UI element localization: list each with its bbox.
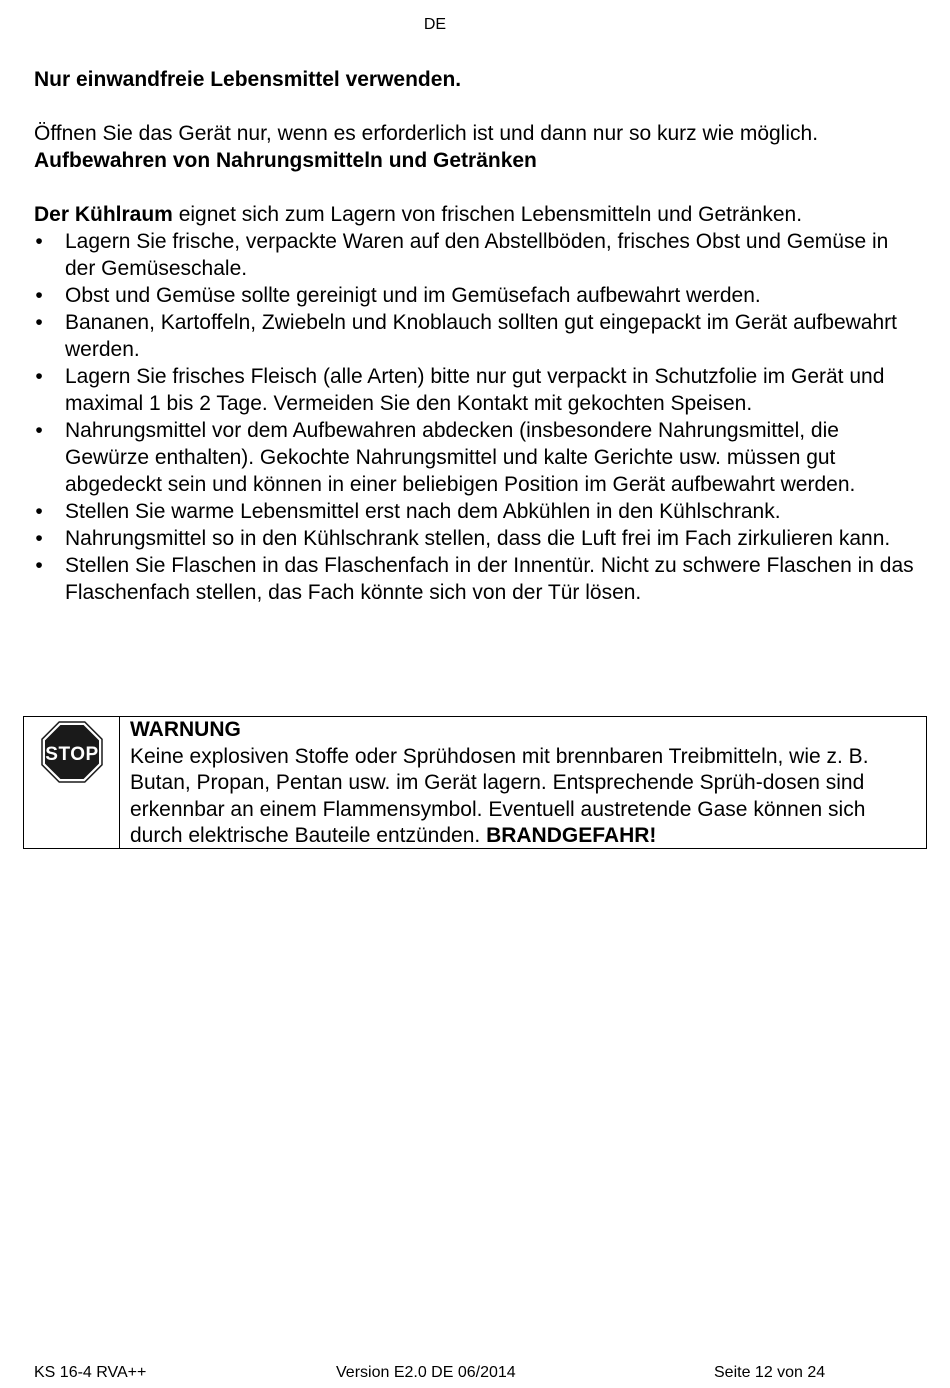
- bullet-icon: •: [35, 500, 43, 523]
- fridge-term: Der Kühlraum: [34, 203, 173, 226]
- warning-emphasis: BRANDGEFAHR!: [486, 824, 657, 847]
- list-item-text: Nahrungsmittel so in den Kühlschrank stellen, dass die Luft frei im Fach zirkulieren kann.: [65, 527, 891, 550]
- door-tip: Öffnen Sie das Gerät nur, wenn es erforderlich ist und dann nur so kurz wie möglich.: [34, 122, 819, 145]
- spacer: [34, 174, 924, 201]
- main-content: [34, 66, 924, 606]
- list-item: [34, 525, 924, 552]
- rule-heading: Nur einwandfreie Lebensmittel verwenden.: [34, 68, 462, 91]
- stop-sign-text: STOP: [44, 744, 99, 765]
- storage-tips-list: [34, 228, 924, 606]
- bullet-icon: •: [35, 230, 43, 253]
- bullet-icon: •: [35, 419, 43, 442]
- list-item: [34, 309, 924, 363]
- footer-version: Version E2.0 DE 06/2014: [336, 1364, 516, 1381]
- warning-box: [23, 716, 927, 849]
- bullet-icon: •: [35, 365, 43, 388]
- list-item: [34, 552, 924, 606]
- warning-body-text: Keine explosiven Stoffe oder Sprühdosen mit brennbaren Treibmitteln, wie z. B. Butan, Propan, Pentan usw. im Gerät lagern. Entsprechende Sprüh-dosen sind erkennbar an einem Flammensymbol. Eventuell austretende Gase können sich durch elektrische Bauteile entzünden.: [130, 744, 869, 847]
- list-item-text: Lagern Sie frische, verpackte Waren auf den Abstellböden, frisches Obst und Gemüse in der Gemüseschale.: [65, 230, 889, 280]
- list-item-text: Lagern Sie frisches Fleisch (alle Arten) bitte nur gut verpackt in Schutzfolie im Gerät und maximal 1 bis 2 Tage. Vermeiden Sie den Kontakt mit gekochten Speisen.: [65, 365, 885, 415]
- list-item: [34, 282, 924, 309]
- warning-body: [130, 744, 918, 850]
- list-item: [34, 363, 924, 417]
- section-heading: Aufbewahren von Nahrungsmitteln und Getränken: [34, 149, 537, 172]
- list-item-text: Bananen, Kartoffeln, Zwiebeln und Knoblauch sollten gut eingepackt im Gerät aufbewahrt werden.: [65, 311, 897, 361]
- list-item-text: Nahrungsmittel vor dem Aufbewahren abdecken (insbesondere Nahrungsmittel, die Gewürze enthalten). Gekochte Nahrungsmittel und kalte Gerichte usw. müssen gut abgedeckt sein und können in einer beliebigen Position im Gerät aufbewahrt werden.: [65, 419, 856, 496]
- footer-page-number: Seite 12 von 24: [714, 1364, 826, 1381]
- language-header: DE: [423, 16, 447, 33]
- list-item-text: Stellen Sie warme Lebensmittel erst nach dem Abkühlen in den Kühlschrank.: [65, 500, 781, 523]
- list-item: [34, 498, 924, 525]
- list-item: [34, 417, 924, 498]
- bullet-icon: •: [35, 311, 43, 334]
- warning-icon-cell: [24, 717, 120, 848]
- fridge-desc: eignet sich zum Lagern von frischen Lebensmitteln und Getränken.: [172, 203, 803, 226]
- warning-text: [120, 717, 926, 848]
- fridge-intro: [34, 201, 924, 228]
- list-item: [34, 228, 924, 282]
- spacer: [34, 93, 924, 120]
- bullet-icon: •: [35, 527, 43, 550]
- bullet-icon: •: [35, 284, 43, 307]
- footer-model: KS 16-4 RVA++: [34, 1364, 147, 1381]
- bullet-icon: •: [35, 554, 43, 577]
- warning-title: WARNUNG: [130, 718, 241, 741]
- stop-sign-icon: [41, 721, 103, 783]
- list-item-text: Stellen Sie Flaschen in das Flaschenfach in der Innentür. Nicht zu schwere Flaschen in das Flaschenfach stellen, das Fach könnte sich von der Tür lösen.: [65, 554, 914, 604]
- list-item-text: Obst und Gemüse sollte gereinigt und im Gemüsefach aufbewahrt werden.: [65, 284, 761, 307]
